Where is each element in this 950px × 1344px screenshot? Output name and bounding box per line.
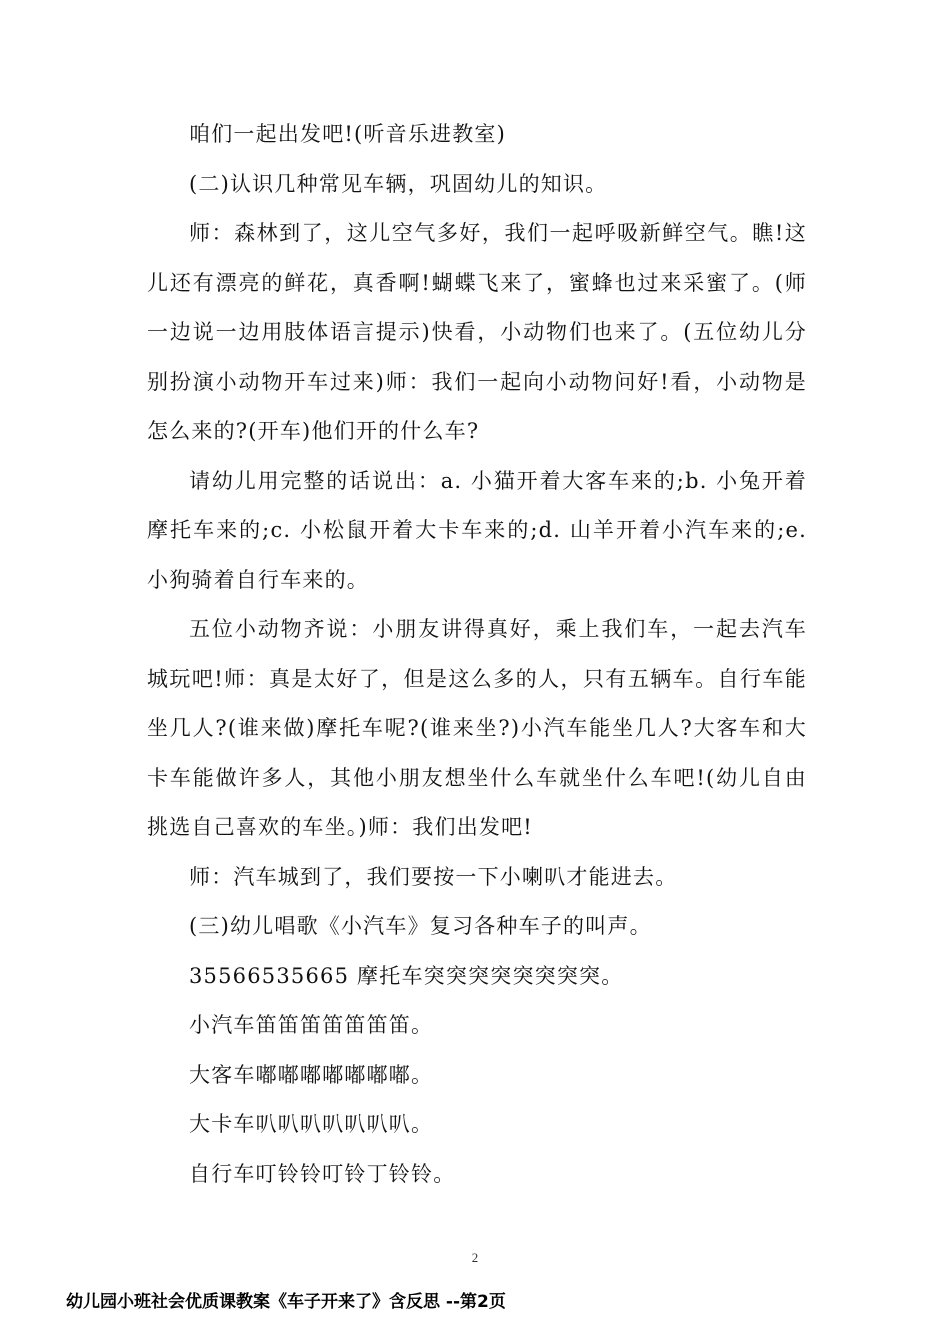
footer-title: 幼儿园小班社会优质课教案《车子开来了》含反思 --第2页 bbox=[66, 1292, 506, 1312]
paragraph: 大客车嘟嘟嘟嘟嘟嘟嘟。 bbox=[189, 1062, 434, 1087]
paragraph: 小汽车笛笛笛笛笛笛笛。 bbox=[189, 1013, 434, 1037]
paragraph: 自行车叮铃铃叮铃丁铃铃。 bbox=[189, 1161, 456, 1186]
paragraph: 师：森林到了，这儿空气多好，我们一起呼吸新鲜空气。瞧!这儿还有漂亮的鲜花，真香啊!蝴蝶飞来了，蜜蜂也过来采蜜了。(师一边说一边用肢体语言提示)快看，小动物们也来了。(五位幼儿分别扮演小动物开车过来)师：我们一起向小动物问好!看，小动物是怎么来的?(开车)他们开的什么车? bbox=[147, 221, 807, 443]
paragraph: 咱们一起出发吧!(听音乐进教室) bbox=[189, 122, 507, 146]
paragraph: 请幼儿用完整的话说出：a. 小猫开着大客车来的;b. 小兔开着摩托车来的;c. 小松鼠开着大卡车来的;d. 山羊开着小汽车来的;e. 小狗骑着自行车来的。 bbox=[147, 468, 807, 592]
paragraph: (三)幼儿唱歌《小汽车》复习各种车子的叫声。 bbox=[189, 914, 652, 938]
page-number: 2 bbox=[471, 1250, 479, 1265]
paragraph: 师：汽车城到了，我们要按一下小喇叭才能进去。 bbox=[189, 864, 678, 889]
paragraph: 大卡车叭叭叭叭叭叭叭。 bbox=[189, 1112, 434, 1136]
paragraph: 五位小动物齐说：小朋友讲得真好，乘上我们车，一起去汽车城玩吧!师：真是太好了，但是这么多的人，只有五辆车。自行车能坐几人?(谁来做)摩托车呢?(谁来坐?)小汽车能坐几人?大客车和大卡车能做许多人，其他小朋友想坐什么车就坐什么车吧!(幼儿自由挑选自己喜欢的车坐。)师：我们出发吧! bbox=[147, 617, 807, 839]
document-body bbox=[147, 110, 807, 1199]
paragraph: 35566535665 摩托车突突突突突突突突。 bbox=[189, 963, 624, 988]
paragraph: (二)认识几种常见车辆，巩固幼儿的知识。 bbox=[189, 171, 608, 196]
